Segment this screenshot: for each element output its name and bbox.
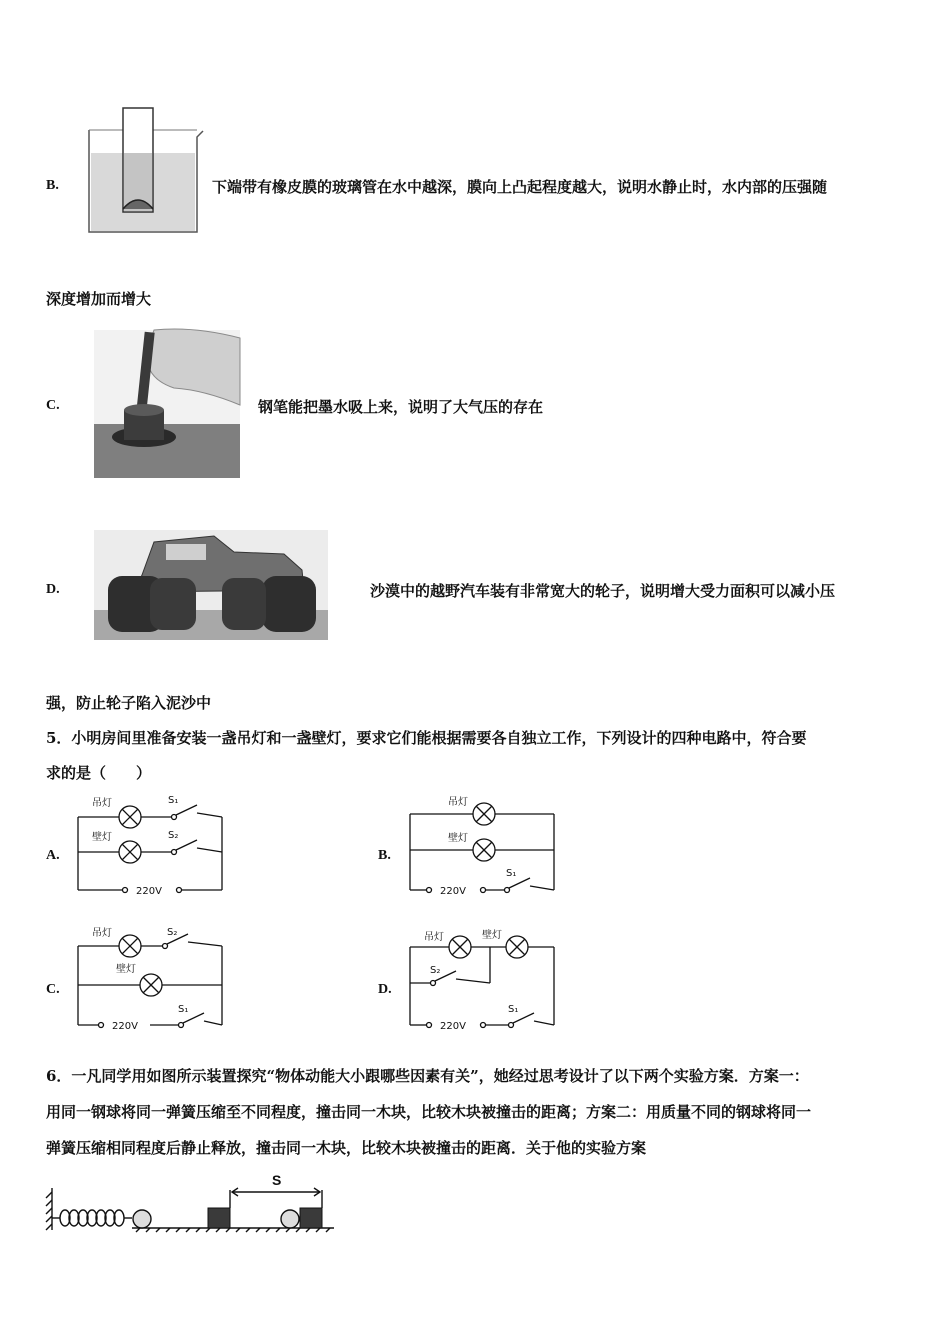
circuit-c-label: C. <box>46 982 60 997</box>
terminal-right <box>177 888 182 893</box>
question-6-line3: 弹簧压缩相同程度后静止释放，撞击同一木块，比较木块被撞击的距离．关于他的实验方案 <box>46 1139 647 1157</box>
question-6-line2: 用同一钢球将同一弹簧压缩至不同程度，撞击同一木块，比较木块被撞击的距离；方案二：用质量不同的钢球将同一 <box>46 1103 812 1121</box>
circuit-diagram-a <box>70 790 230 900</box>
option-b-text-line1: 下端带有橡皮膜的玻璃管在水中越深，膜向上凸起程度越大，说明水静止时，水内部的压强随 <box>212 178 828 196</box>
label-wall: 壁灯 <box>116 964 136 975</box>
label-voltage: 220V <box>136 886 162 897</box>
pendant-lamp-icon <box>449 936 471 958</box>
fountain-pen-ink-image <box>94 330 240 478</box>
label-s2: S₂ <box>430 965 441 976</box>
wall-lamp-icon <box>473 839 495 861</box>
label-wall: 壁灯 <box>92 832 112 843</box>
beaker-glass-tube-image <box>85 105 205 235</box>
label-pendant: 吊灯 <box>448 797 468 808</box>
question-6-line1: 6．一凡同学用如图所示装置探究“物体动能大小跟哪些因素有关”，她经过思考设计了以下两个实验方案．方案一： <box>46 1067 809 1085</box>
option-c-text: 钢笔能把墨水吸上来，说明了大气压的存在 <box>258 398 544 416</box>
label-s1: S₁ <box>508 1004 519 1015</box>
option-b-text-line2: 深度增加而增大 <box>46 290 152 308</box>
wall-lamp-icon <box>140 974 162 996</box>
label-pendant: 吊灯 <box>92 798 112 809</box>
question-5-line2: 求的是（ ） <box>46 764 152 782</box>
switch-s1-icon <box>505 878 531 893</box>
label-pendant: 吊灯 <box>92 928 112 939</box>
pendant-lamp-icon <box>119 806 141 828</box>
label-voltage: 220V <box>440 1021 466 1032</box>
pendant-lamp-icon <box>119 935 141 957</box>
circuit-a-label: A. <box>46 848 60 863</box>
question-5-line1: 5．小明房间里准备安装一盏吊灯和一盏壁灯，要求它们能根据需要各自独立工作，下列设计的四种电路中，符合要 <box>46 729 807 747</box>
distance-label: S <box>272 1172 282 1188</box>
steel-ball-right <box>281 1210 299 1228</box>
steel-ball-left <box>133 1210 151 1228</box>
label-voltage: 220V <box>112 1021 138 1032</box>
wall-lamp-icon <box>506 936 528 958</box>
label-wall: 壁灯 <box>448 833 468 844</box>
label-voltage: 220V <box>440 886 466 897</box>
option-d-text-line2: 强，防止轮子陷入泥沙中 <box>46 694 212 712</box>
label-pendant: 吊灯 <box>424 932 444 943</box>
wood-block-start <box>208 1208 230 1228</box>
label-s1: S₁ <box>168 795 179 806</box>
label-s2: S₂ <box>168 830 179 841</box>
spring-ball-block-figure <box>44 1168 344 1238</box>
label-s2: S₂ <box>167 927 178 938</box>
option-d-text-line1: 沙漠中的越野汽车装有非常宽大的轮子，说明增大受力面积可以减小压 <box>370 582 836 600</box>
option-c-label: C. <box>46 398 60 413</box>
circuit-b-label: B. <box>378 848 391 863</box>
circuit-diagram-b <box>402 790 562 900</box>
switch-s1-icon <box>179 1013 205 1028</box>
off-road-car-image <box>94 530 328 640</box>
circuit-d-label: D. <box>378 982 392 997</box>
switch-s2-icon <box>172 840 198 855</box>
circuit-diagram-c <box>70 925 230 1035</box>
label-s1: S₁ <box>506 868 517 879</box>
label-wall: 壁灯 <box>482 930 502 941</box>
circuit-diagram-d <box>402 925 562 1035</box>
wood-block-end <box>300 1208 322 1228</box>
switch-s1-icon <box>172 805 198 820</box>
pendant-lamp-icon <box>473 803 495 825</box>
option-d-label: D. <box>46 582 60 597</box>
label-s1: S₁ <box>178 1004 189 1015</box>
switch-s1-icon <box>509 1013 535 1028</box>
option-b-label: B. <box>46 178 59 193</box>
terminal-left <box>123 888 128 893</box>
wall-lamp-icon <box>119 841 141 863</box>
